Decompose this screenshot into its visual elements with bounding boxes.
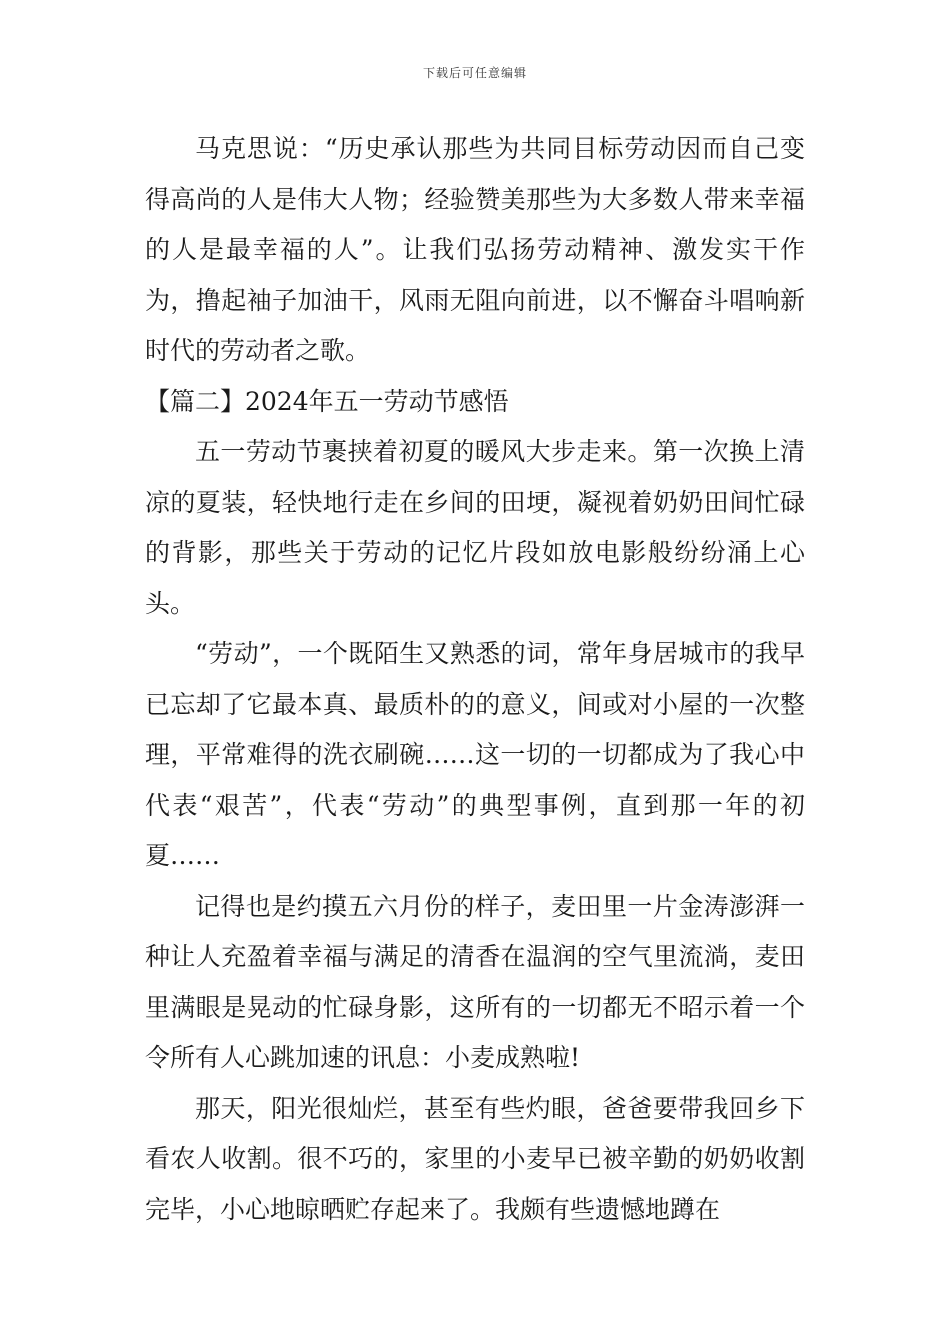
section-title: 【篇二】2024年五一劳动节感悟: [145, 386, 509, 416]
paragraph-labor-meaning: “劳动”，一个既陌生又熟悉的词，常年身居城市的我早已忘却了它最本真、最质朴的的意义，间或对小屋的一次整理，平常难得的洗衣刷碗……这一切的一切都成为了我心中代表“艰苦”，代表“劳动”的典型事例，直到那一年的初夏……: [145, 639, 805, 870]
page-header-note: 下载后可任意编辑: [422, 66, 527, 80]
paragraph-wheat-field: 记得也是约摸五六月份的样子，麦田里一片金涛澎湃一种让人充盈着幸福与满足的清香在温润的空气里流淌，麦田里满眼是晃动的忙碌身影，这所有的一切都无不昭示着一个令所有人心跳加速的讯息：小麦成熟啦!: [145, 891, 805, 1072]
paragraph-marx-quote: 马克思说：“历史承认那些为共同目标劳动因而自己变得高尚的人是伟大人物；经验赞美那些为大多数人带来幸福的人是最幸福的人”。让我们弘扬劳动精神、激发实干作为，撸起袖子加油干，风雨无阻向前进，以不懈奋斗唱响新时代的劳动者之歌。: [145, 134, 805, 365]
document-body: [145, 124, 805, 1235]
paragraph-harvest-day: 那天，阳光很灿烂，甚至有些灼眼，爸爸要带我回乡下看农人收割。很不巧的，家里的小麦早已被辛勤的奶奶收割完毕，小心地晾晒贮存起来了。我颇有些遗憾地蹲在: [145, 1093, 805, 1224]
paragraph-intro: 五一劳动节裹挟着初夏的暖风大步走来。第一次换上清凉的夏装，轻快地行走在乡间的田埂，凝视着奶奶田间忙碌的背影，那些关于劳动的记忆片段如放电影般纷纷涌上心头。: [145, 437, 805, 618]
